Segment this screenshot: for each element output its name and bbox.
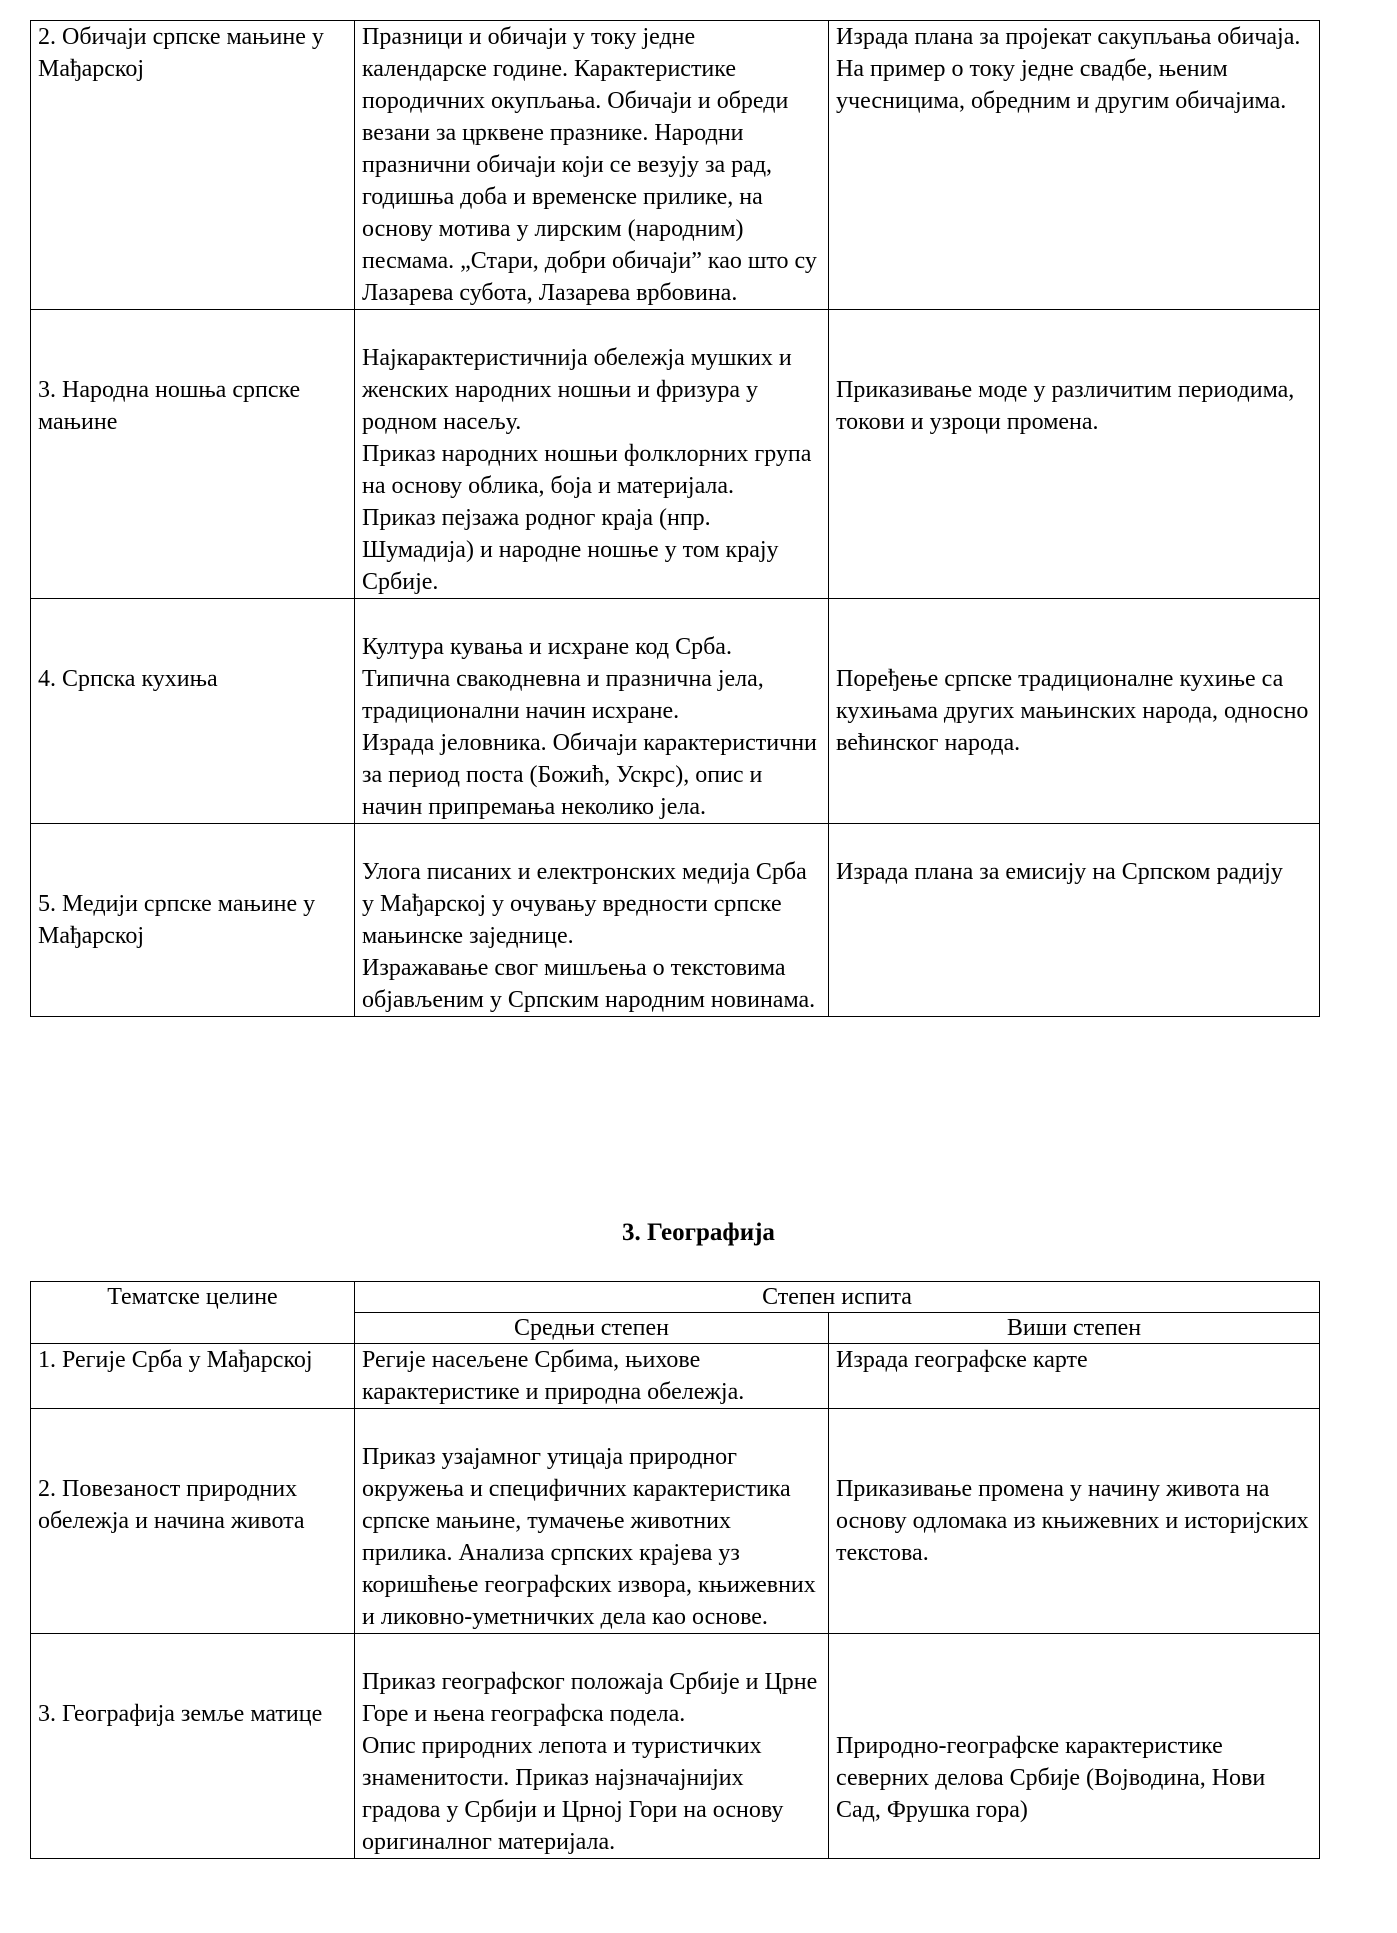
table-row [31,310,1320,599]
middle-paragraph: Израда јеловника. Обичаји карактеристични за период поста (Божић, Ускрс), опис и начин припремања неколико јела. [362,730,817,820]
customs-table [30,20,1320,1017]
higher-level-cell [829,1634,1320,1859]
topic-text: 2. Повезаност природних обележја и начина живота [38,1476,305,1534]
middle-paragraph: Изражавање свог мишљења о текстовима објављеним у Српским народним новинама. [362,955,816,1013]
middle-paragraph: Улога писаних и електронских медија Срба у Мађарској у очувању вредности српске мањинске заједнице. [362,859,807,949]
header-middle: Средњи степен [355,1313,829,1344]
higher-text: Поређење српске традиционалне кухиње са кухињама других мањинских народа, односно већинског народа. [836,666,1309,756]
higher-text: Израда плана за емисију на Српском радију [836,859,1283,885]
middle-level-cell [355,824,829,1017]
topic-cell [31,599,355,824]
topic-text: 5. Медији српске мањине у Мађарској [38,891,316,949]
higher-level-cell [829,1344,1320,1409]
middle-paragraph: Опис природних лепота и туристичких знаменитости. Приказ најзначајнијих градова у Србији и Црној Гори на основу оригиналног материјала. [362,1733,784,1855]
topic-cell [31,21,355,310]
topic-cell [31,1634,355,1859]
topic-text: 2. Обичаји српске мањине у Мађарској [38,24,324,82]
higher-level-cell [829,599,1320,824]
middle-paragraph: Најкарактеристичнија обележја мушких и женских народних ношњи и фризура у родном насељу. [362,345,792,435]
header-row [31,1282,1320,1313]
table-row [31,1344,1320,1409]
middle-paragraph: Празници и обичаји у току једне календарске године. Карактеристике породичних окупљања. Обичаји и обреди везани за црквене празнике. Народни празнични обичаји који се везују за рад, годишња доба и временске прилике, на основу мотива у лирским (народним) песмама. „Стари, добри обичаји” као што су Лазарева субота, Лазарева врбовина. [362,24,817,306]
middle-level-cell [355,1409,829,1634]
higher-text: Израда географске карте [836,1347,1088,1373]
topic-cell [31,310,355,599]
middle-level-cell [355,1634,829,1859]
table-row [31,1409,1320,1634]
table-row [31,1634,1320,1859]
section-title: 3. Географија [622,1219,775,1246]
higher-level-cell [829,1409,1320,1634]
middle-level-cell [355,310,829,599]
table-row [31,21,1320,310]
higher-level-cell [829,310,1320,599]
table-row [31,599,1320,824]
higher-text: Природно-географске карактеристике северних делова Србије (Војводина, Нови Сад, Фрушка гора) [836,1733,1266,1823]
middle-paragraph: Приказ узајамног утицаја природног окружења и специфичних карактеристика српске мањине, тумачење животних прилика. Анализа српских крајева уз коришћење географских извора, књижевних и ликовно-уметничких дела као основе. [362,1444,816,1630]
topic-cell [31,1344,355,1409]
middle-paragraph: Култура кувања и исхране код Срба. Типична свакодневна и празнична јела, традиционални начин исхране. [362,634,764,724]
higher-level-cell [829,21,1320,310]
higher-text: Приказивање моде у различитим периодима, токови и узроци промена. [836,377,1295,435]
higher-level-cell [829,824,1320,1017]
topic-text: 3. Народна ношња српске мањине [38,377,301,435]
middle-paragraph: Приказ народних ношњи фолклорних група на основу облика, боја и материјала. [362,441,812,499]
topic-text: 3. Географија земље матице [38,1701,323,1727]
table-row [31,824,1320,1017]
middle-level-cell [355,21,829,310]
higher-text: Приказивање промена у начину живота на основу одломака из књижевних и историјских текстова. [836,1476,1309,1566]
middle-paragraph: Регије насељене Србима, њихове карактеристике и природна обележја. [362,1347,745,1405]
middle-paragraph: Приказ географског положаја Србије и Црне Горе и њена географска подела. [362,1669,818,1727]
middle-paragraph: Приказ пејзажа родног краја (нпр. Шумадија) и народне ношње у том крају Србије. [362,505,779,595]
header-higher: Виши степен [829,1313,1320,1344]
header-topics: Тематске целине [31,1282,355,1344]
geography-table [30,1281,1320,1859]
higher-text: Израда плана за пројекат сакупљања обичаја. На пример о току једне свадбе, њеним учесницима, обредним и другим обичајима. [836,24,1301,114]
middle-level-cell [355,1344,829,1409]
middle-level-cell [355,599,829,824]
topic-text: 4. Српска кухиња [38,666,218,692]
header-level: Степен испита [355,1282,1320,1313]
topic-text: 1. Регије Срба у Мађарској [38,1347,313,1373]
topic-cell [31,824,355,1017]
topic-cell [31,1409,355,1634]
